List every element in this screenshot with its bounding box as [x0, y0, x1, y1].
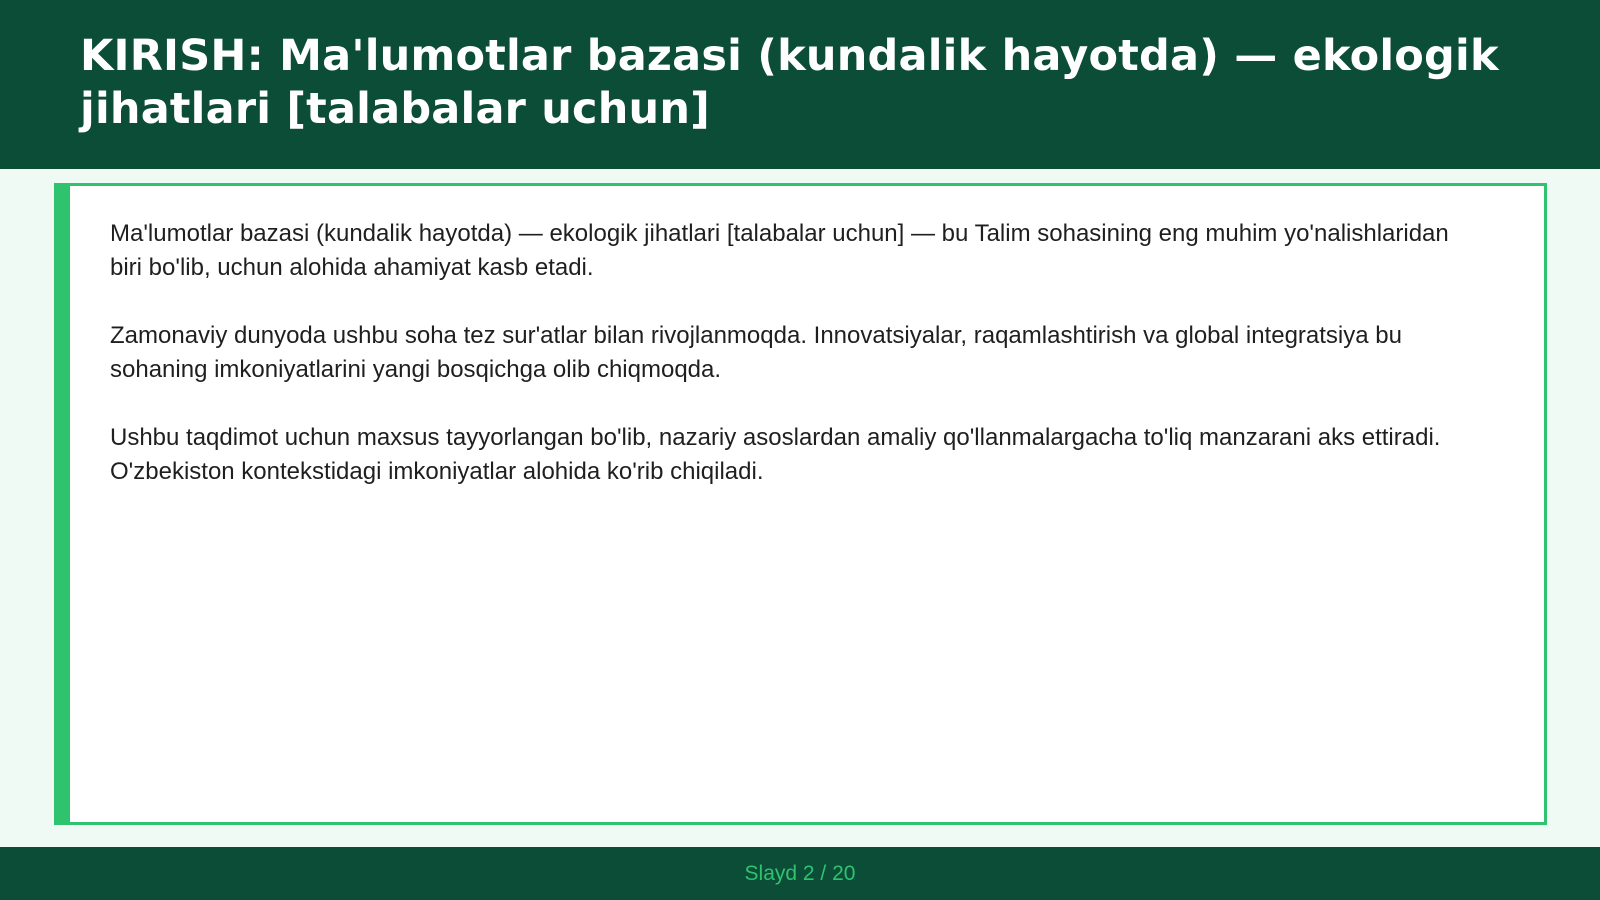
slide-title: KIRISH: Ma'lumotlar bazasi (kundalik hayotda) — ekologik jihatlari [talabalar uchun]	[80, 31, 1499, 134]
paragraph-intro: Ma'lumotlar bazasi (kundalik hayotda) — ekologik jihatlari [talabalar uchun] — bu Talim sohasining eng muhim yo'nalishlaridan biri bo'lib, uchun alohida ahamiyat kasb etadi.	[110, 220, 1449, 281]
content-card	[54, 183, 1547, 825]
slide-header	[0, 0, 1600, 169]
paragraph-modern-world: Zamonaviy dunyoda ushbu soha tez sur'atlar bilan rivojlanmoqda. Innovatsiyalar, raqamlashtirish va global integratsiya bu sohaning imkoniyatlarini yangi bosqichga olib chiqmoqda.	[110, 322, 1402, 383]
slide-footer	[0, 847, 1600, 900]
slide-counter: Slayd 2 / 20	[744, 861, 856, 885]
paragraph-presentation-scope: Ushbu taqdimot uchun maxsus tayyorlangan bo'lib, nazariy asoslardan amaliy qo'llanmalargacha to'liq manzarani aks ettiradi. O'zbekiston kontekstidagi imkoniyatlar alohida ko'rib chiqiladi.	[110, 424, 1441, 485]
